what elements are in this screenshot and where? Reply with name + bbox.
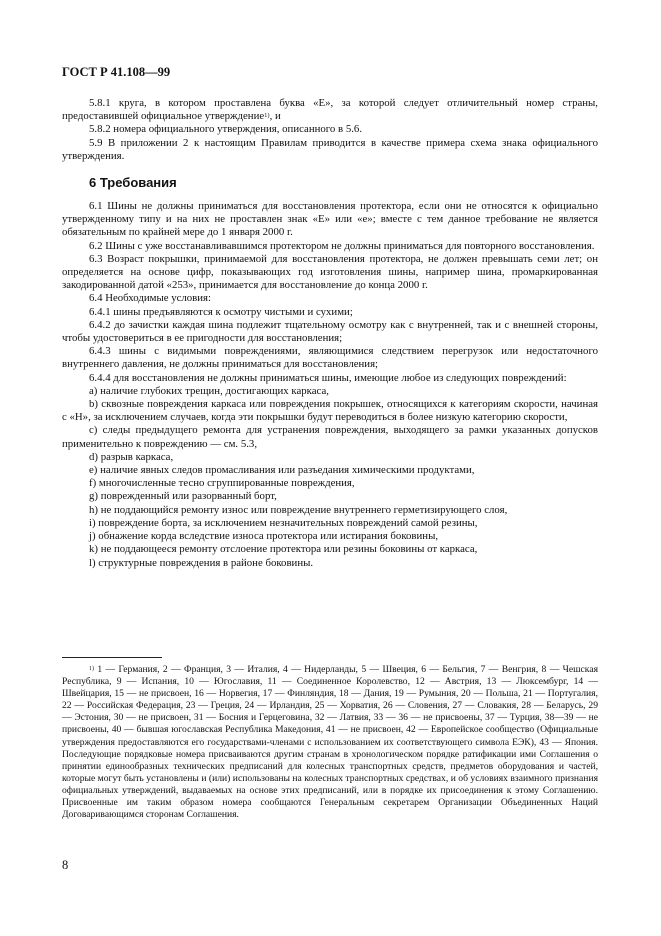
list-item-c: с) следы предыдущего ремонта для устранения повреждения, выходящего за рамки указанных допусков применительно к повреждению — см. 5.3, [62,424,598,450]
footnote [62,664,598,821]
paragraph-6-1: 6.1 Шины не должны приниматься для восстановления протектора, если они не относятся к официально утвержденному типу и на них не проставлен знак «Е» или «е»; вместе с тем данное требование не является обязательным по крайней мере до 1 января 2000 г. [62,200,598,239]
paragraph-6-4-3: 6.4.3 шины с видимыми повреждениями, являющимися следствием перегрузок или недостаточного внутреннего давления, не должны приниматься для восстановления; [62,345,598,371]
section-title: 6 Требования [89,175,177,191]
paragraph-6-4-4: 6.4.4 для восстановления не должны приниматься шины, имеющие любое из следующих повреждений: [89,371,567,384]
list-item-l: l) структурные повреждения в районе боковины. [89,556,314,569]
main-text [62,97,598,570]
list-item-h: h) не поддающийся ремонту износ или повреждение внутреннего герметизирующего слоя, [89,503,508,516]
footnote-ref: 1) [264,112,270,120]
paragraph-5-8-1-text: 5.8.1 круга, в котором проставлена буква «Е», за которой следует отличительный номер страны, предоставившей официальное утверждение [62,97,598,123]
paragraph-6-4: 6.4 Необходимые условия: [89,292,212,305]
paragraph-5-9: 5.9 В приложении 2 к настоящим Правилам приводится в качестве примера схема знака официального утверждения. [62,136,598,162]
paragraph-5-8-2: 5.8.2 номера официального утверждения, описанного в 5.6. [89,123,363,136]
paragraph-6-4-1: 6.4.1 шины предъявляются к осмотру чистыми и сухими; [89,305,353,318]
paragraph-6-4-2: 6.4.2 до зачистки каждая шина подлежит тщательному осмотру как с внутренней, так и с внешней стороны, чтобы удостовериться в ее пригодности для восстановления; [62,318,598,345]
list-item-b: b) сквозные повреждения каркаса или повреждения покрышек, относящихся к категориям скорости, начиная с «Н», за исключением случаев, когда эти покрышки будут переводиться в более низкую категорию скорости, [62,398,598,424]
footnote-divider [62,657,162,658]
list-item-j: j) обнажение корда вследствие износа протектора или истирания боковины, [89,530,439,543]
list-item-a: а) наличие глубоких трещин, достигающих каркаса, [89,384,329,397]
list-item-g: g) поврежденный или разорванный борт, [89,490,277,503]
footnote-text: 1 — Германия, 2 — Франция, 3 — Италия, 4 — Нидерланды, 5 — Швеция, 6 — Бельгия, 7 — Венгрия, 8 — Чешская Республика, 9 — Испания, 10 — Югославия, 11 — Соединенное Королевство, 12 — Австрия, 13 — Люксембург, 14 — Швейцария, 15 — не присвоен, 16 — Норвегия, 17 — Финляндия, 18 — Дания, 19 — Румыния, 20 — Польша, 21 — Португалия, 22 — Российская Федерация, 23 — Греция, 24 — Ирландия, 25 — Хорватия, 26 — Словения, 27 — Словакия, 28 — Беларусь, 29 — Эстония, 30 — не присвоен, 31 — Босния и Герцеговина, 32 — Латвия, 33 — 36 — не присвоены, 37 — Турция, 38—39 — не присвоены, 40 — бывшая югославская Республика Македония, 41 — не присвоен, 42 — Европейское сообщество (Официальные утверждения предоставляются его государствами-членами с использованием их соответствующего символа ЕЭК), 43 — Япония. Последующие порядковые номера присваиваются другим странам в хронологическом порядке ратификации ими Соглашения о принятии единообразных технических предписаний для колесных транспортных средств, предметов оборудования и частей, которые могут быть установлены и (или) использованы на колесных транспортных средствах, и об условиях взаимного признания официальных утверждений, выдаваемых на основе этих предписаний, или в порядке их присоединения к этому Соглашению. Присвоенные им таким образом номера сообщаются Генеральным секретарем Организации Объединенных Наций Договаривающимся сторонам Соглашения. [62,664,598,821]
document-header: ГОСТ Р 41.108—99 [62,65,171,79]
list-item-i: i) повреждение борта, за исключением незначительных повреждений самой резины, [89,516,478,529]
paragraph-6-2: 6.2 Шины с уже восстанавливавшимся протектором не должны приниматься для повторного восстановления. [89,239,595,252]
footnote-marker: 1) [89,666,94,672]
list-item-f: f) многочисленные тесно сгруппированные повреждения, [89,477,355,490]
paragraph-6-3: 6.3 Возраст покрышки, принимаемой для восстановления протектора, не должен превышать семи лет; он определяется на основе цифр, показывающих год изготовления шины, например шина, промаркированная закодированной датой «253», принимается для восстановление до конца 2000 г. [62,252,598,292]
list-item-k: k) не поддающееся ремонту отслоение протектора или резины боковины от каркаса, [89,543,478,556]
paragraph-5-8-1 [62,97,598,123]
list-item-d: d) разрыв каркаса, [89,450,174,463]
paragraph-5-8-1-tail: , и [269,110,281,123]
list-item-e: е) наличие явных следов промасливания или разъедания химическими продуктами, [89,464,475,477]
page-number: 8 [62,858,69,872]
